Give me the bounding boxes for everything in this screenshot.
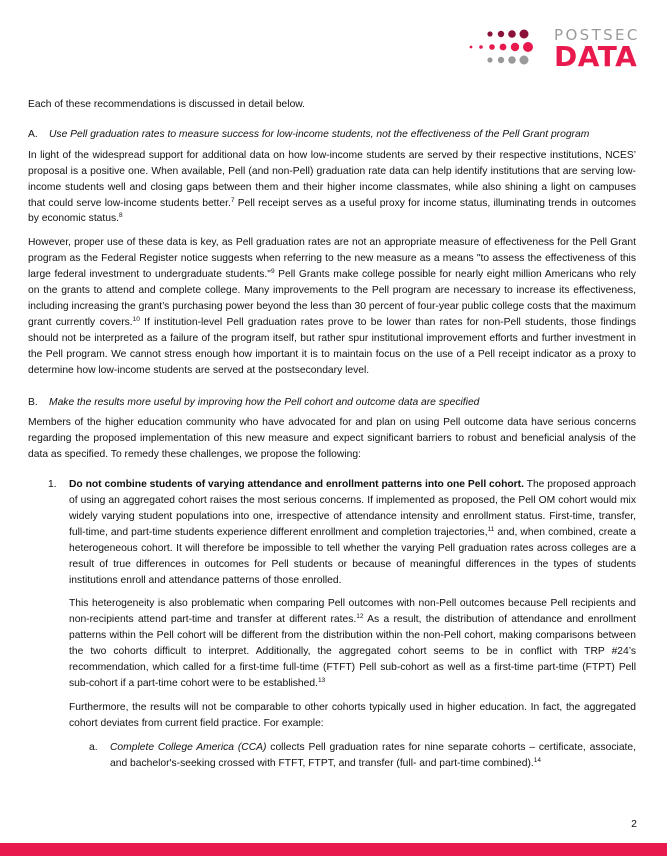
- text-run: However, proper use of these data is key, as Pell graduation rates are not an appropriate measure of effectiveness for the Pell Grant program as the Federal Register notice suggests when referring to the new measure as a means "to assess the effectiveness of this large federal investment to undergraduate students.": [28, 237, 636, 281]
- footnote-ref: 14: [533, 756, 541, 764]
- example-org: Complete College America (CCA): [110, 741, 267, 753]
- section-b-letter: B.: [28, 396, 38, 408]
- text-run: If institution-level Pell graduation rates prove to be lower than rates for non-Pell students, those findings should not be interpreted as a failure of the program itself, but rather spur institutional improvement efforts and further investment in the Pell program. We cannot stress enough how important it is to maintain focus on the use of a Pell receipt indicator as a proxy to determine how low-income students are served at the postsecondary level.: [28, 316, 636, 376]
- recommendation-lead: Do not combine students of varying attendance and enrollment patterns into one Pell cohort.: [69, 479, 524, 491]
- footnote-ref: 10: [132, 315, 140, 323]
- text-run: Pell Grants make college possible for nearly eight million Americans who rely on the grants to attend and complete college. Many improvements to the Pell program are necessary to increase its effectiveness, including increasing the grant’s purchasing power beyond the less than 30 percent of four-year public college costs that the maximum grant currently covers.: [28, 269, 636, 328]
- logo-wordmark: [554, 27, 640, 71]
- footnote-ref: 11: [487, 525, 495, 533]
- logo-postsec-text: POSTSEC: [554, 26, 640, 44]
- section-b-paragraph-1: Members of the higher education community who have advocated for and plan on using Pell outcome data have serious concerns regarding the proposed implementation of this new measure and expect significant barriers to robust and beneficial analysis of the data as specified. To remedy these challenges, we propose the following:: [28, 417, 636, 461]
- section-a-paragraph-1: [28, 148, 636, 228]
- section-a-letter: A.: [28, 128, 38, 140]
- section-b-heading: [28, 395, 636, 411]
- footnote-ref: 12: [356, 613, 364, 621]
- recommendation-number: 1.: [48, 479, 57, 491]
- section-a-title: Use Pell graduation rates to measure success for low-income students, not the effectiveness of the Pell Grant program: [49, 128, 590, 140]
- footnote-ref: 8: [119, 212, 123, 220]
- text-run: Pell receipt serves as a useful proxy for income status, illuminating trends in outcomes by economic status.: [28, 197, 636, 225]
- logo-data-text: DATA: [554, 40, 638, 73]
- example-text: [110, 740, 636, 772]
- text-run: This heterogeneity is also problematic when comparing Pell outcomes with non-Pell outcomes because Pell recipients and non-recipients attend part-time and transfer at different rates.: [69, 598, 636, 626]
- section-a-paragraph-2: [28, 235, 636, 378]
- footnote-ref: 9: [270, 268, 275, 276]
- document-body: [28, 97, 636, 772]
- recommendation-body: [69, 477, 636, 771]
- text-run: In light of the widespread support for additional data on how low-income students are served by their respective institutions, NCES’ proposal is a positive one. When available, Pell (and non-Pell) graduation rate data can help identify institutions that are serving low-income students well and closing gaps between them and their higher income classmates, while also shining a light on campuses that could serve low-income students better.: [28, 149, 636, 209]
- recommendation-paragraph-3: Furthermore, the results will not be comparable to other cohorts typically used in higher education. In fact, the aggregated cohort deviates from current field practice. For example:: [69, 701, 636, 729]
- footnote-ref: 13: [317, 677, 326, 684]
- text-run: and, when combined, create a heterogeneous cohort. It will therefore be impossible to tell whether the varying Pell graduation rates across colleges are a result of true differences in outcomes for Pell students or because of meaningful differences in the types of students institutions enroll and attendance patterns of those enrolled.: [69, 526, 636, 586]
- recommendation-1: [48, 477, 636, 771]
- section-b-title: Make the results more useful by improving how the Pell cohort and outcome data are specified: [49, 396, 480, 408]
- footnote-ref: 7: [230, 196, 235, 204]
- example-letter: a.: [89, 741, 98, 753]
- text-run: The proposed approach of using an aggregated cohort raises the most serious concerns. If implemented as proposed, the Pell OM cohort would mix widely varying student populations into one, irrespective of attendance intensity and enrollment status. First-time, transfer, full-time, and part-time students experience different enrollment and completion trajectories,: [69, 479, 637, 538]
- text-run: collects Pell graduation rates for nine separate cohorts – certificate, associate, and bachelor's-seeking crossed with FTFT, FTPT, and transfer (full- and part-time combined).: [110, 741, 636, 769]
- section-a-heading: [28, 127, 636, 143]
- page-number: 2: [631, 818, 637, 830]
- logo-dots-icon: [468, 28, 544, 70]
- postsec-data-logo: [468, 24, 658, 74]
- example-a: [89, 740, 636, 772]
- text-run: As a result, the distribution of attendance and enrollment patterns within the Pell cohort will be different from the distribution within the non-Pell cohort, making comparisons between the two cohorts difficult to interpret. Additionally, the aggregated cohort seems to be in conflict with TRP #24’s recommendation, which called for a first-time full-time (FTFT) Pell sub-cohort as well as a first-time part-time (FTPT) Pell sub-cohort if a part-time cohort were to be established.: [69, 614, 637, 689]
- recommendation-paragraph-2: [69, 596, 636, 691]
- intro-paragraph: Each of these recommendations is discussed in detail below.: [28, 99, 306, 110]
- footer-bar: [0, 843, 667, 856]
- recommendation-paragraph-1: [69, 477, 636, 588]
